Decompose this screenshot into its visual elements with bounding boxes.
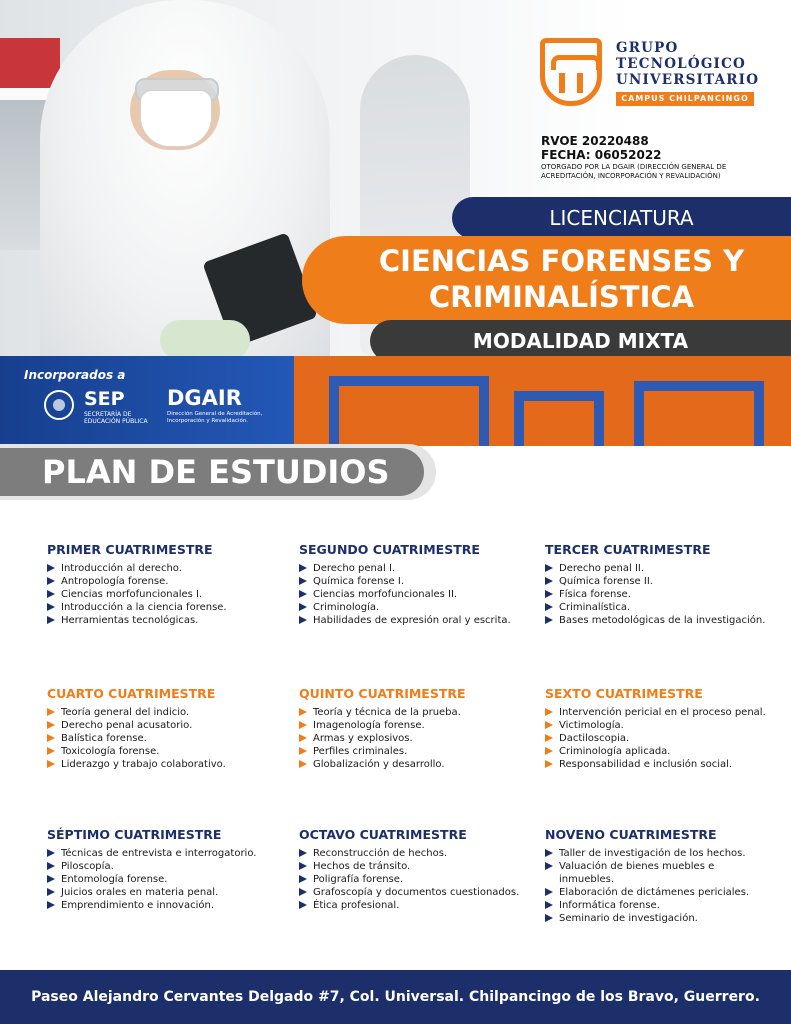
course-name: Juicios orales en materia penal. [61,887,219,898]
list-item [545,706,785,719]
incorporated-label: Incorporados a [24,368,126,382]
course-name: Derecho penal II. [559,563,645,574]
arrow-icon [47,590,55,598]
course-name: Liderazgo y trabajo colaborativo. [61,759,226,770]
arrow-icon [47,747,55,755]
face-mask [140,90,212,147]
arrow-icon [545,849,553,857]
list-item [299,732,534,745]
course-name: Física forense. [559,589,631,600]
semester-3 [545,542,785,627]
list-item [47,745,282,758]
arrow-icon [47,875,55,883]
course-name: Teoría general del indicio. [61,707,190,718]
list-item [299,706,534,719]
course-name: Valuación de bienes muebles e inmuebles. [559,861,715,885]
program-title-line1: CIENCIAS FORENSES Y [378,244,745,278]
semester-9 [545,827,760,925]
course-name: Introducción a la ciencia forense. [61,602,227,613]
arrow-icon [299,734,307,742]
logo-line3: UNIVERSITARIO [616,72,760,88]
course-name: Globalización y desarrollo. [313,759,445,770]
course-name: Informática forense. [559,900,660,911]
arrow-icon [545,914,553,922]
arrow-icon [47,616,55,624]
course-name: Antropología forense. [61,576,169,587]
course-name: Técnicas de entrevista e interrogatorio. [61,848,257,859]
address-footer: Paseo Alejandro Cervantes Delgado #7, Col. Universal. Chilpancingo de los Bravo, Guerrero. [0,970,791,1024]
list-item [47,860,282,873]
arrow-icon [545,564,553,572]
course-name: Ética profesional. [313,900,400,911]
list-item [299,614,534,627]
list-item [299,860,534,873]
arrow-icon [545,747,553,755]
arrow-icon [47,721,55,729]
course-name: Dactiloscopia. [559,733,630,744]
list-item [47,575,282,588]
arrow-icon [299,862,307,870]
arrow-icon [545,734,553,742]
list-item [545,732,785,745]
arrow-icon [47,760,55,768]
arrow-icon [47,564,55,572]
list-item [47,588,282,601]
semester-title: CUARTO CUATRIMESTRE [47,686,216,701]
list-item [545,886,760,899]
course-name: Habilidades de expresión oral y escrita. [313,615,511,626]
semester-title: SEXTO CUATRIMESTRE [545,686,703,701]
list-item [47,899,282,912]
sep-seal-icon [44,390,74,420]
course-list [299,847,534,912]
list-item [47,706,282,719]
arrow-icon [299,616,307,624]
semester-title: PRIMER CUATRIMESTRE [47,542,213,557]
course-name: Balística forense. [61,733,147,744]
semester-4 [47,686,282,771]
arrow-icon [299,564,307,572]
list-item [545,745,785,758]
list-item [545,601,785,614]
arrow-icon [299,760,307,768]
program-title-line2: CRIMINALÍSTICA [428,280,695,314]
course-name: Introducción al derecho. [61,563,182,574]
course-name: Criminalística. [559,602,631,613]
logo-name [616,40,759,88]
semester-title: SEGUNDO CUATRIMESTRE [299,542,480,557]
course-name: Seminario de investigación. [559,913,698,924]
list-item [545,562,785,575]
sep-subtitle [84,411,148,425]
arrow-icon [299,901,307,909]
logo-line1: GRUPO [616,40,679,56]
list-item [545,860,760,886]
course-list [299,562,534,627]
list-item [299,886,534,899]
course-name: Herramientas tecnológicas. [61,615,199,626]
arrow-icon [545,590,553,598]
course-name: Hechos de tránsito. [313,861,411,872]
rvoe-granted: OTORGADO POR LA DGAIR (DIRECCIÓN GENERAL DE ACREDITACIÓN, INCORPORACIÓN Y REVALIDACIÓN) [541,163,727,180]
list-item [545,899,760,912]
arrow-icon [299,590,307,598]
course-name: Derecho penal acusatorio. [61,720,193,731]
list-item [47,719,282,732]
arrow-icon [299,888,307,896]
semester-1 [47,542,282,627]
program-title-banner [302,236,791,324]
arrow-icon [299,875,307,883]
semester-title: QUINTO CUATRIMESTRE [299,686,466,701]
list-item [545,719,785,732]
semester-5 [299,686,534,771]
university-logo [540,36,772,112]
incorporation-panel [0,356,294,446]
course-name: Toxicología forense. [61,746,160,757]
list-item [47,847,282,860]
sep-subtitle-line1: SECRETARÍA DE [84,411,132,418]
list-item [545,614,785,627]
logo-line2: TECNOLÓGICO [616,56,746,72]
arrow-icon [299,708,307,716]
course-name: Química forense II. [559,576,653,587]
list-item [545,575,785,588]
list-item [545,588,785,601]
arrow-icon [47,577,55,585]
arrow-icon [545,888,553,896]
glove [160,320,250,360]
semester-6 [545,686,785,771]
list-item [299,745,534,758]
course-list [545,706,785,771]
arrow-icon [47,734,55,742]
course-list [47,562,282,627]
arrow-icon [47,901,55,909]
sep-title: SEP [84,388,125,410]
arrow-icon [47,862,55,870]
modality-banner: MODALIDAD MIXTA [370,320,791,362]
arrow-icon [545,721,553,729]
semester-title: SÉPTIMO CUATRIMESTRE [47,827,222,842]
rvoe-info [541,134,781,181]
sep-subtitle-line2: EDUCACIÓN PÚBLICA [84,418,148,425]
course-name: Ciencias morfofuncionales I. [61,589,203,600]
course-name: Bases metodológicas de la investigación. [559,615,766,626]
list-item [47,732,282,745]
list-item [545,758,785,771]
list-item [299,847,534,860]
course-name: Taller de investigación de los hechos. [559,848,746,859]
dgair-title: DGAIR [167,386,242,410]
course-list [545,847,760,925]
list-item [47,614,282,627]
course-name: Elaboración de dictámenes periciales. [559,887,750,898]
incorporation-strip [0,356,791,446]
course-name: Criminología. [313,602,380,613]
course-name: Teoría y técnica de la prueba. [313,707,461,718]
course-name: Responsabilidad e inclusión social. [559,759,733,770]
semester-title: NOVENO CUATRIMESTRE [545,827,717,842]
course-name: Criminología aplicada. [559,746,671,757]
arrow-icon [47,603,55,611]
course-list [47,706,282,771]
course-list [545,562,785,627]
arrow-icon [545,760,553,768]
decorative-pattern [294,356,791,446]
arrow-icon [545,901,553,909]
arrow-icon [545,862,553,870]
list-item [299,562,534,575]
arrow-icon [545,708,553,716]
list-item [47,562,282,575]
course-name: Ciencias morfofuncionales II. [313,589,458,600]
window-decoration [0,38,60,88]
list-item [299,575,534,588]
arrow-icon [299,849,307,857]
course-name: Intervención pericial en el proceso penal. [559,707,766,718]
arrow-icon [299,577,307,585]
course-name: Reconstrucción de hechos. [313,848,448,859]
list-item [47,758,282,771]
course-name: Derecho penal I. [313,563,396,574]
plan-heading: PLAN DE ESTUDIOS [0,448,424,496]
list-item [545,847,760,860]
list-item [299,719,534,732]
course-name: Poligrafía forense. [313,874,404,885]
course-name: Química forense I. [313,576,405,587]
rvoe-number: RVOE 20220488 [541,134,649,148]
campus-badge: CAMPUS CHILPANCINGO [616,92,754,106]
arrow-icon [47,849,55,857]
course-name: Perfiles criminales. [313,746,408,757]
arrow-icon [299,603,307,611]
arrow-icon [47,708,55,716]
course-name: Entomología forense. [61,874,168,885]
list-item [47,601,282,614]
arrow-icon [47,888,55,896]
course-name: Imagenología forense. [313,720,425,731]
semester-title: TERCER CUATRIMESTRE [545,542,711,557]
arrow-icon [299,721,307,729]
course-list [47,847,282,912]
list-item [47,886,282,899]
plan-heading-bar [0,444,436,500]
list-item [299,899,534,912]
course-name: Grafoscopía y documentos cuestionados. [313,887,520,898]
arrow-icon [299,747,307,755]
arrow-icon [545,603,553,611]
shield-logo-icon [540,38,602,106]
semester-title: OCTAVO CUATRIMESTRE [299,827,467,842]
list-item [299,588,534,601]
list-item [299,873,534,886]
course-list [299,706,534,771]
arrow-icon [545,616,553,624]
arrow-icon [545,577,553,585]
dgair-subtitle-line1: Dirección General de Acreditación, [167,411,263,417]
course-name: Victimología. [559,720,624,731]
list-item [299,601,534,614]
rvoe-date: FECHA: 06052022 [541,148,662,162]
list-item [545,912,760,925]
semester-8 [299,827,534,912]
dgair-subtitle-line2: Incorporación y Revalidación. [167,418,249,424]
semester-7 [47,827,282,912]
course-name: Piloscopía. [61,861,114,872]
course-name: Armas y explosivos. [313,733,413,744]
list-item [299,758,534,771]
list-item [47,873,282,886]
course-name: Emprendimiento e innovación. [61,900,215,911]
semester-2 [299,542,534,627]
dgair-subtitle [167,411,287,425]
level-banner: LICENCIATURA [452,197,791,239]
